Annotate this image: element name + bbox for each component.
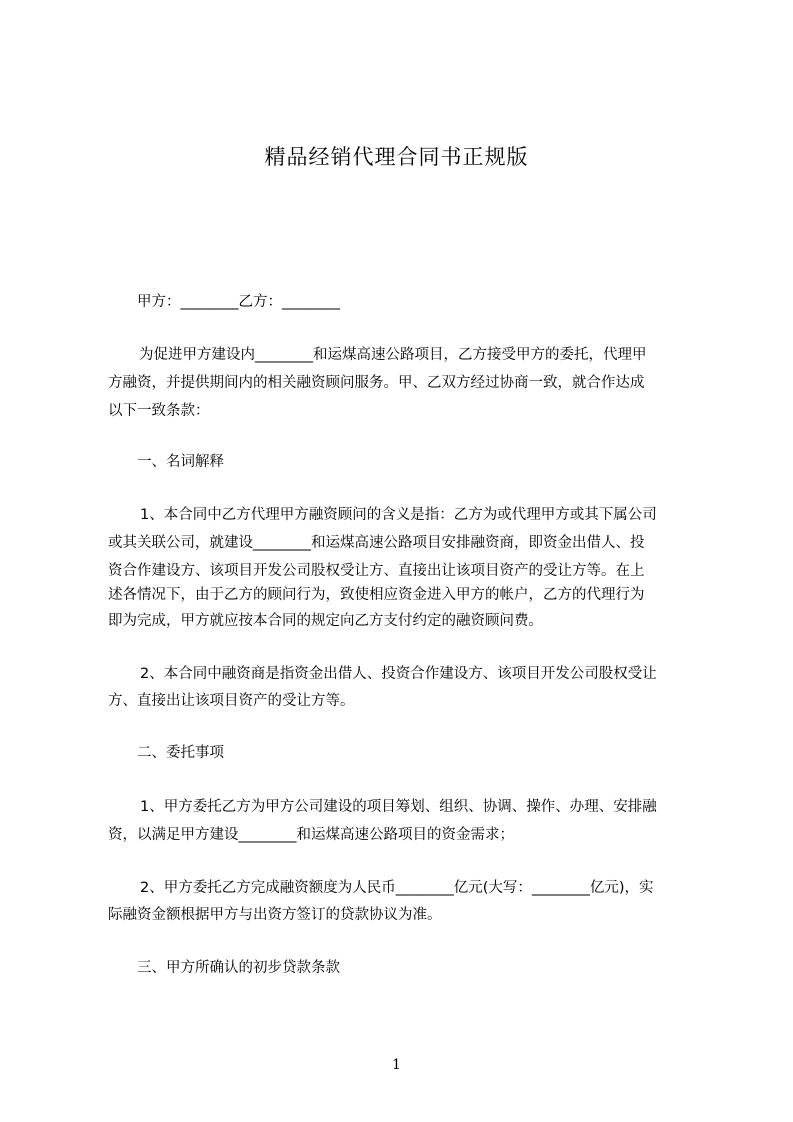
clause-2-1-line-1: 1、甲方委托乙方为甲方公司建设的项目筹划、组织、协调、操作、办理、安排融 [140,799,657,815]
section-heading-3: 三、甲方所确认的初步贷款条款 [137,960,340,976]
preamble-line-3: 以下一致条款： [108,403,210,419]
section-heading-1: 一、名词解释 [137,454,224,470]
clause-1-1-line-5: 即为完成，甲方就应按本合同的规定向乙方支付约定的融资顾问费。 [108,613,543,629]
clause-1-1-line-3: 资合作建设方、该项目开发公司股权受让方、直接出让该项目资产的受让方等。在上 [108,563,645,579]
clause-2-1-line-2: 资，以满足甲方建设________和运煤高速公路项目的资金需求； [108,827,514,843]
page-number: 1 [392,1057,401,1073]
clause-2-2-line-2: 际融资金额根据甲方与出资方签订的贷款协议为准。 [108,907,442,923]
section-heading-2: 二、委托事项 [137,745,224,761]
clause-1-1-line-2: 或其关联公司，就建设________和运煤高速公路项目安排融资商，即资金出借人、投 [108,535,645,551]
clause-1-1-line-1: 1、本合同中乙方代理甲方融资顾问的含义是指：乙方为或代理甲方或其下属公司 [140,507,657,523]
preamble-line-1: 为促进甲方建设内________和运煤高速公路项目，乙方接受甲方的委托，代理甲 [139,347,647,363]
clause-2-2-line-1: 2、甲方委托乙方完成融资额度为人民币________亿元(大写：________亿元)，实 [140,880,654,896]
document-title: 精品经销代理合同书正规版 [264,145,529,169]
parties-line: 甲方：________乙方：________ [137,294,340,310]
preamble-line-2: 方融资，并提供期间内的相关融资顾问服务。甲、乙双方经过协商一致，就合作达成 [108,375,645,391]
clause-1-2-line-2: 方、直接出让该项目资产的受让方等。 [108,693,355,709]
clause-1-1-line-4: 述各情况下，由于乙方的顾问行为，致使相应资金进入甲方的帐户，乙方的代理行为 [108,587,645,603]
clause-1-2-line-1: 2、本合同中融资商是指资金出借人、投资合作建设方、该项目开发公司股权受让 [140,666,657,682]
